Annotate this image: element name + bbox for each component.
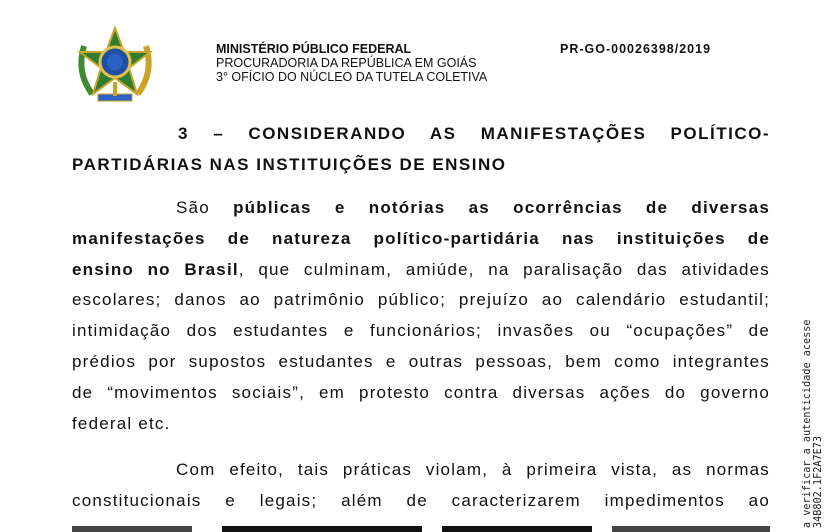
paragraph-line [72,224,770,255]
paragraph-line: Com efeito, tais práticas violam, à primeira vista, as normas [176,460,770,479]
section-heading-line: 3 – CONSIDERANDO AS MANIFESTAÇÕES POLÍTICO- [178,124,770,143]
authenticity-text: a verificar a autenticidade acesse [802,319,813,528]
bold-text-run: ensino no Brasil [72,259,239,279]
office-name: PROCURADORIA DA REPÚBLICA EM GOIÁS [216,56,477,70]
text-run: São [176,198,234,217]
document-id: PR-GO-00026398/2019 [560,42,712,56]
bold-text-run: manifestações de natureza político-partidária nas instituições de [72,228,770,248]
paragraph-line: de “movimentos sociais”, em protesto contra diversas ações do governo [72,382,770,402]
paragraph-line: intimidação dos estudantes e funcionários; invasões ou “ocupações” de [72,321,770,341]
org-name: MINISTÉRIO PÚBLICO FEDERAL [216,42,412,56]
bold-text-run: públicas e notórias as ocorrências de diversas [233,198,770,217]
paragraph-line: prédios por supostos estudantes e outras pessoas, bem como integrantes [72,351,770,371]
text-run: , que culminam, amiúde, na paralisação das atividades [238,259,770,279]
document-header [216,42,487,84]
section-heading [72,118,770,180]
section-heading-line: PARTIDÁRIAS NAS INSTITUIÇÕES DE ENSINO [72,155,507,174]
authenticity-code: 34B802.1F2A7E73 [813,435,824,528]
authenticity-note [802,270,824,528]
cut-off-line [72,518,770,532]
paragraph-line: escolares; danos ao patrimônio público; prejuízo ao calendário estudantil; [72,290,770,310]
paragraph-line: federal etc. [72,413,171,433]
body-paragraph [72,455,770,517]
paragraph-line: constitucionais e legais; além de caracterizarem impedimentos ao [72,490,770,510]
coat-of-arms-icon [70,24,160,108]
paragraph-line [72,193,770,224]
paragraph-line [72,255,770,286]
body-paragraph [72,193,770,439]
unit-name: 3° OFÍCIO DO NÚCLEO DA TUTELA COLETIVA [216,70,488,84]
